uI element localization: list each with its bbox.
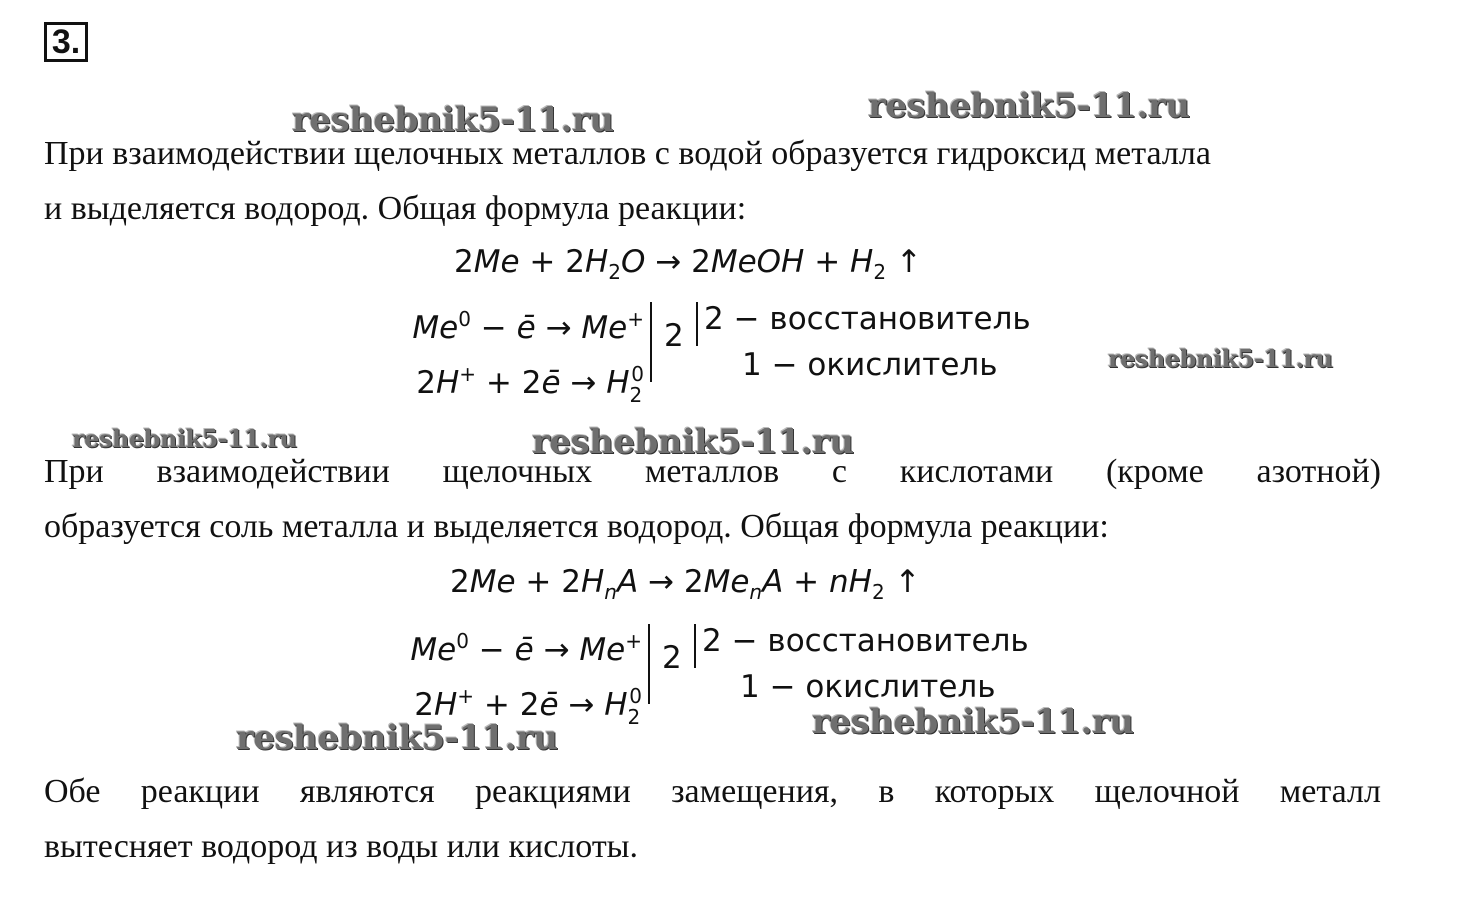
divider-line [694,624,696,668]
coef: 2 [702,623,722,659]
watermark: reshebnik5-11.ru [812,702,1134,742]
equation-acid: $2Me + 2H_nA \to 2Me_nA + nH_2$ ↑ [450,564,921,604]
equation-water: $2Me + 2H_2O$ → 2MeOH + $H_2$ ↑ [454,244,922,284]
paragraph-line: вытесняет водород из воды или кислоты. [44,828,639,865]
watermark: reshebnik5-11.ru [1108,344,1333,373]
divider-line [648,624,650,704]
paragraph-line: Обе реакции являются реакциями замещения, в которых щелочной металл [44,773,1381,810]
role-oxidizer: − окислитель [769,669,996,705]
watermark: reshebnik5-11.ru [236,718,558,758]
watermark: reshebnik5-11.ru [532,422,854,462]
paragraph-line: и выделяется водород. Общая формула реакции: [44,190,747,227]
role-oxidizer: − окислитель [771,347,998,383]
lcm-value: 2 [662,640,682,676]
coef: 1 [742,347,762,383]
paragraph-line: При взаимодействии щелочных металлов с кислотами (кроме азотной) [44,453,1381,490]
role-reducer: − восстановитель [731,623,1029,659]
paragraph-line: При взаимодействии щелочных металлов с водой образуется гидроксид металла [44,135,1211,172]
role-reducer: − восстановитель [733,301,1031,337]
coef: 2 [704,301,724,337]
paragraph-line: образуется соль металла и выделяется водород. Общая формула реакции: [44,508,1109,545]
task-number: 3. [44,22,88,62]
roles [702,618,1029,710]
roles [704,296,1031,388]
watermark: reshebnik5-11.ru [868,86,1190,126]
divider-line [696,302,698,346]
lcm-value: 2 [664,318,684,354]
redox-balance-water [374,296,1074,407]
divider-line [650,302,652,382]
half-reactions: $Me^0$ − ē → Me+ 2H+ + 2ē → $H_2^0$ [410,629,642,729]
coef: 1 [740,669,760,705]
paragraph-conclusion [44,764,1381,874]
paragraph-acid [44,444,1381,554]
watermark: reshebnik5-11.ru [292,100,614,140]
half-reactions: $Me^0$ − ē → Me+ 2H+ + 2ē → $H_2^0$ [412,307,644,407]
paragraph-water [44,126,1381,236]
watermark: reshebnik5-11.ru [72,424,297,453]
